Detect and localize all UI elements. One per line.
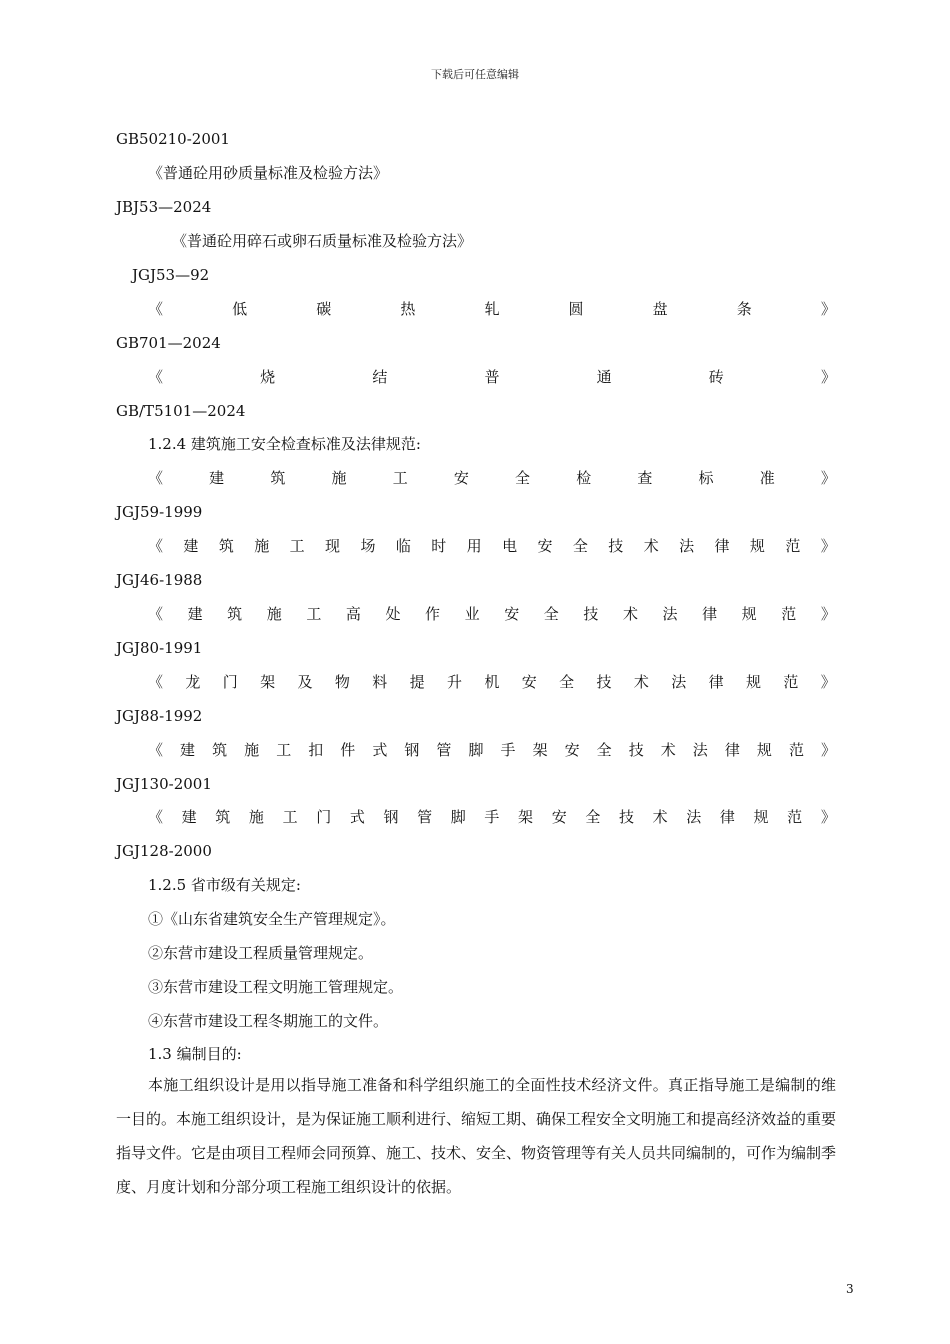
title-char: 筑 (227, 605, 243, 623)
body-paragraph: 本施工组织设计是用以指导施工准备和科学组织施工的全面性技术经济文件。真正指导施工是编制的维一目的。本施工组织设计，是为保证施工顺利进行、缩短工期、确保工程安全文明施工和提高经济效益的重要指导文件。它是由项目工程师会同预算、施工、技术、安全、物资管理等有关人员共同编制的，可作为编制季度、月度计划和分部分项工程施工组织设计的依据。 (116, 1076, 837, 1196)
standard-code: JGJ88-1992 (116, 707, 203, 725)
title-char: 龙 (185, 673, 201, 691)
title-char: 作 (425, 605, 441, 623)
standard-code: JGJ130-2001 (116, 775, 212, 793)
title-char: 临 (395, 537, 411, 555)
title-char: 安 (551, 808, 567, 826)
title-char: 普 (484, 368, 500, 386)
title-char: 技 (596, 673, 612, 691)
title-char: 施 (266, 605, 282, 623)
title-char: 《 (148, 741, 164, 759)
title-char: 律 (714, 537, 730, 555)
title-char: 手 (500, 741, 516, 759)
title-char: 料 (372, 673, 388, 691)
title-char: 物 (334, 673, 350, 691)
title-char: 》 (820, 537, 836, 555)
title-char: 法 (679, 537, 695, 555)
title-char: 《 (148, 673, 164, 691)
title-char: 技 (583, 605, 599, 623)
title-char: 《 (148, 808, 164, 826)
title-char: 范 (781, 605, 797, 623)
title-char: 机 (484, 673, 500, 691)
regulation-item: ①《山东省建筑安全生产管理规定》。 (148, 910, 396, 928)
title-char: 《 (148, 300, 164, 318)
title-char: 式 (349, 808, 365, 826)
standard-title: 《普通砼用碎石或卵石质量标准及检验方法》 (172, 232, 473, 250)
regulation-item: ④东营市建设工程冬期施工的文件。 (148, 1012, 389, 1030)
title-char: 轧 (484, 300, 500, 318)
title-char: 架 (532, 741, 548, 759)
title-char: 结 (372, 368, 388, 386)
title-char: 规 (753, 808, 769, 826)
title-char: 》 (820, 741, 836, 759)
title-char: 术 (643, 537, 659, 555)
title-char: 范 (788, 741, 804, 759)
title-char: 检 (576, 469, 592, 487)
title-char: 律 (724, 741, 740, 759)
title-char: 》 (820, 469, 836, 487)
standard-code: GB50210-2001 (116, 130, 230, 148)
standard-title-spread (148, 366, 836, 388)
regulation-item: ③东营市建设工程文明施工管理规定。 (148, 978, 404, 996)
title-char: 规 (746, 673, 762, 691)
title-char: 技 (618, 808, 634, 826)
title-char: 《 (148, 469, 164, 487)
standard-code: GB701—2024 (116, 334, 221, 352)
title-char: 用 (466, 537, 482, 555)
title-char: 工 (276, 741, 292, 759)
title-char: 安 (453, 469, 469, 487)
title-char: 业 (464, 605, 480, 623)
standard-title: 《普通砼用砂质量标准及检验方法》 (148, 164, 389, 182)
standard-code: JGJ128-2000 (116, 842, 212, 860)
title-char: 电 (502, 537, 518, 555)
title-char: 标 (698, 469, 714, 487)
title-char: 规 (756, 741, 772, 759)
title-char: 盘 (652, 300, 668, 318)
page-number: 3 (846, 1282, 854, 1296)
standard-code: JGJ46-1988 (116, 571, 203, 589)
title-char: 式 (372, 741, 388, 759)
title-char: 工 (306, 605, 322, 623)
standard-title-spread (148, 671, 836, 693)
title-char: 全 (543, 605, 559, 623)
title-char: 规 (749, 537, 765, 555)
title-char: 》 (820, 808, 836, 826)
title-char: 全 (596, 741, 612, 759)
header-note: 下载后可任意编辑 (431, 68, 519, 81)
title-char: 》 (820, 605, 836, 623)
standard-title-spread (148, 739, 836, 761)
title-char: 热 (400, 300, 416, 318)
title-char: 钢 (404, 741, 420, 759)
standard-title-spread (148, 603, 836, 625)
title-char: 及 (297, 673, 313, 691)
title-char: 术 (660, 741, 676, 759)
standard-code: JGJ59-1999 (116, 503, 203, 521)
title-char: 筑 (270, 469, 286, 487)
title-char: 提 (409, 673, 425, 691)
title-char: 律 (719, 808, 735, 826)
title-char: 场 (360, 537, 376, 555)
title-char: 烧 (260, 368, 276, 386)
title-char: 律 (708, 673, 724, 691)
standard-code: GB/T5101—2024 (116, 402, 246, 420)
section-heading: 1.2.5 省市级有关规定: (148, 876, 301, 894)
title-char: 工 (289, 537, 305, 555)
title-char: 砖 (708, 368, 724, 386)
title-char: 脚 (468, 741, 484, 759)
title-char: 手 (484, 808, 500, 826)
title-char: 筑 (218, 537, 234, 555)
title-char: 碳 (316, 300, 332, 318)
title-char: 工 (392, 469, 408, 487)
title-char: 范 (783, 673, 799, 691)
title-char: 术 (633, 673, 649, 691)
title-char: 《 (148, 537, 164, 555)
title-char: 施 (254, 537, 270, 555)
title-char: 时 (431, 537, 447, 555)
title-char: 升 (447, 673, 463, 691)
title-char: 技 (628, 741, 644, 759)
title-char: 建 (209, 469, 225, 487)
title-char: 全 (515, 469, 531, 487)
title-char: 术 (622, 605, 638, 623)
title-char: 规 (741, 605, 757, 623)
title-char: 律 (702, 605, 718, 623)
title-char: 工 (282, 808, 298, 826)
title-char: 筑 (215, 808, 231, 826)
standard-title-spread (148, 806, 836, 828)
title-char: 高 (345, 605, 361, 623)
title-char: 现 (325, 537, 341, 555)
title-char: 全 (559, 673, 575, 691)
title-char: 法 (662, 605, 678, 623)
title-char: 钢 (383, 808, 399, 826)
title-char: 门 (316, 808, 332, 826)
title-char: 建 (187, 605, 203, 623)
title-char: 架 (518, 808, 534, 826)
standard-code: JGJ80-1991 (116, 639, 203, 657)
standard-code: JGJ53—92 (132, 266, 210, 284)
standard-title-spread (148, 535, 836, 557)
title-char: 安 (521, 673, 537, 691)
title-char: 扣 (308, 741, 324, 759)
title-char: 处 (385, 605, 401, 623)
title-char: 筑 (212, 741, 228, 759)
title-char: 件 (340, 741, 356, 759)
title-char: 范 (785, 537, 801, 555)
title-char: 条 (736, 300, 752, 318)
title-char: 管 (417, 808, 433, 826)
title-char: 低 (232, 300, 248, 318)
title-char: 门 (222, 673, 238, 691)
title-char: 管 (436, 741, 452, 759)
title-char: 脚 (450, 808, 466, 826)
title-char: 全 (572, 537, 588, 555)
title-char: 安 (564, 741, 580, 759)
title-char: 《 (148, 605, 164, 623)
regulation-item: ②东营市建设工程质量管理规定。 (148, 944, 374, 962)
standard-title-spread (148, 467, 836, 489)
standard-title-spread (148, 298, 836, 320)
title-char: 建 (183, 537, 199, 555)
standard-code: JBJ53—2024 (116, 198, 212, 216)
title-char: 安 (504, 605, 520, 623)
title-char: 》 (820, 300, 836, 318)
title-char: 施 (248, 808, 264, 826)
title-char: 法 (671, 673, 687, 691)
section-heading: 1.3 编制目的: (148, 1045, 242, 1063)
title-char: 通 (596, 368, 612, 386)
title-char: 查 (637, 469, 653, 487)
title-char: 施 (331, 469, 347, 487)
title-char: 术 (652, 808, 668, 826)
title-char: 《 (148, 368, 164, 386)
title-char: 法 (686, 808, 702, 826)
section-heading: 1.2.4 建筑施工安全检查标准及法律规范: (148, 435, 421, 453)
title-char: 》 (820, 368, 836, 386)
title-char: 安 (537, 537, 553, 555)
title-char: 准 (759, 469, 775, 487)
title-char: 法 (692, 741, 708, 759)
title-char: 》 (820, 673, 836, 691)
title-char: 架 (260, 673, 276, 691)
title-char: 范 (787, 808, 803, 826)
title-char: 圆 (568, 300, 584, 318)
title-char: 全 (585, 808, 601, 826)
title-char: 建 (180, 741, 196, 759)
title-char: 技 (608, 537, 624, 555)
title-char: 施 (244, 741, 260, 759)
title-char: 建 (181, 808, 197, 826)
